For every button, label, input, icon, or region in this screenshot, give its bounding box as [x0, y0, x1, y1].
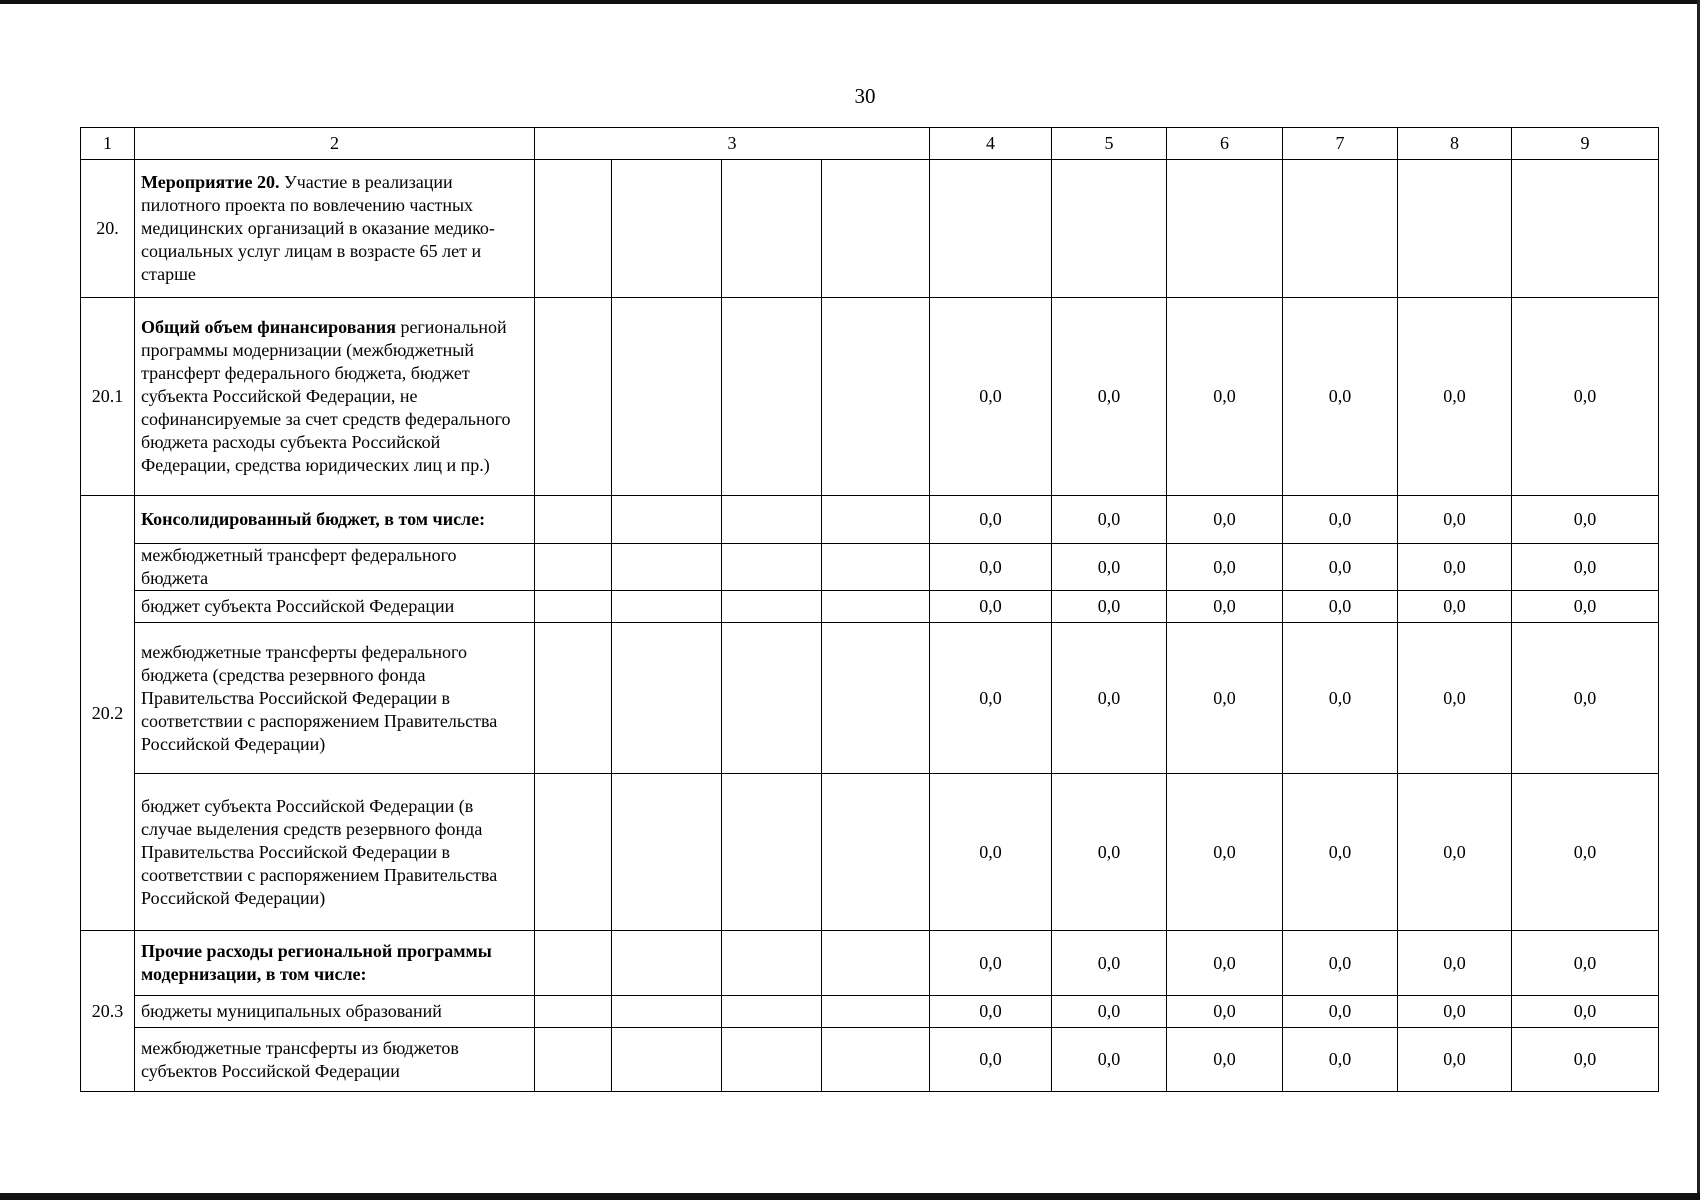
header-cell-5: 5: [1052, 128, 1167, 160]
blank-cell: [822, 623, 930, 774]
value-cell: 0,0: [1167, 1028, 1283, 1092]
value-cell: 0,0: [1052, 774, 1167, 931]
blank-cell: [612, 1028, 722, 1092]
table-row: [81, 931, 1659, 996]
blank-cell: [535, 298, 612, 496]
value-cell: 0,0: [930, 931, 1052, 996]
value-cell: 0,0: [1052, 931, 1167, 996]
blank-cell: [535, 591, 612, 623]
value-cell: 0,0: [1512, 298, 1659, 496]
row-description-bold: Мероприятие 20.: [141, 172, 280, 192]
header-cell-4: 4: [930, 128, 1052, 160]
value-cell: 0,0: [1167, 591, 1283, 623]
blank-cell: [535, 996, 612, 1028]
value-cell: 0,0: [1283, 774, 1398, 931]
value-cell: 0,0: [1283, 496, 1398, 544]
table-row: [81, 1028, 1659, 1092]
value-cell: 0,0: [1283, 1028, 1398, 1092]
blank-cell: [535, 774, 612, 931]
row-description: бюджет субъекта Российской Федерации: [135, 591, 535, 623]
blank-cell: [535, 160, 612, 298]
header-cell-6: 6: [1167, 128, 1283, 160]
blank-cell: [535, 496, 612, 544]
header-cell-3: 3: [535, 128, 930, 160]
value-cell: 0,0: [930, 996, 1052, 1028]
blank-cell: [1167, 160, 1283, 298]
blank-cell: [822, 544, 930, 591]
blank-cell: [1398, 160, 1512, 298]
blank-cell: [822, 298, 930, 496]
blank-cell: [1283, 160, 1398, 298]
table-row: [81, 298, 1659, 496]
value-cell: 0,0: [930, 591, 1052, 623]
row-description: бюджет субъекта Российской Федерации (в случае выделения средств резервного фонда Правительства Российской Федерации в соответствии с распоряжением Правительства Российской Федерации): [135, 774, 535, 931]
value-cell: 0,0: [1052, 591, 1167, 623]
value-cell: 0,0: [1398, 996, 1512, 1028]
value-cell: 0,0: [1052, 1028, 1167, 1092]
row-description: [135, 496, 535, 544]
table-row: [81, 996, 1659, 1028]
value-cell: 0,0: [1167, 996, 1283, 1028]
blank-cell: [1052, 160, 1167, 298]
blank-cell: [612, 496, 722, 544]
value-cell: 0,0: [930, 544, 1052, 591]
row-description-bold: Общий объем финансирования: [141, 317, 396, 337]
row-description-text: Участие в реализации пилотного проекта по вовлечению частных медицинских организаций в оказание медико-социальных услуг лицам в возрасте 65 лет и старше: [141, 172, 495, 284]
header-cell-2: 2: [135, 128, 535, 160]
blank-cell: [822, 931, 930, 996]
blank-cell: [535, 1028, 612, 1092]
value-cell: 0,0: [1167, 298, 1283, 496]
blank-cell: [535, 544, 612, 591]
value-cell: 0,0: [1398, 623, 1512, 774]
financing-table: [80, 127, 1659, 1092]
value-cell: 0,0: [1512, 774, 1659, 931]
row-description-bold: Прочие расходы региональной программы модернизации, в том числе:: [141, 941, 492, 984]
scan-edge-top: [0, 0, 1700, 4]
value-cell: 0,0: [1398, 931, 1512, 996]
value-cell: 0,0: [1398, 544, 1512, 591]
value-cell: 0,0: [930, 1028, 1052, 1092]
blank-cell: [612, 774, 722, 931]
header-cell-9: 9: [1512, 128, 1659, 160]
row-description: межбюджетный трансферт федерального бюджета: [135, 544, 535, 591]
value-cell: 0,0: [1283, 544, 1398, 591]
row-description: межбюджетные трансферты федерального бюджета (средства резервного фонда Правительства Российской Федерации в соответствии с распоряжением Правительства Российской Федерации): [135, 623, 535, 774]
blank-cell: [822, 496, 930, 544]
row-number: 20.: [81, 160, 135, 298]
table-row: [81, 496, 1659, 544]
table-row: [81, 774, 1659, 931]
value-cell: 0,0: [1167, 544, 1283, 591]
blank-cell: [822, 160, 930, 298]
blank-cell: [535, 931, 612, 996]
blank-cell: [722, 996, 822, 1028]
blank-cell: [722, 298, 822, 496]
blank-cell: [822, 774, 930, 931]
value-cell: 0,0: [1398, 298, 1512, 496]
table-row: [81, 623, 1659, 774]
value-cell: 0,0: [1167, 623, 1283, 774]
blank-cell: [612, 996, 722, 1028]
row-description: [135, 931, 535, 996]
blank-cell: [612, 298, 722, 496]
value-cell: 0,0: [1283, 623, 1398, 774]
value-cell: 0,0: [1052, 544, 1167, 591]
row-description-bold: Консолидированный бюджет, в том числе:: [141, 509, 486, 529]
blank-cell: [722, 931, 822, 996]
value-cell: 0,0: [1167, 774, 1283, 931]
value-cell: 0,0: [1052, 623, 1167, 774]
header-cell-8: 8: [1398, 128, 1512, 160]
value-cell: 0,0: [1052, 496, 1167, 544]
page-number: 30: [854, 84, 876, 108]
value-cell: 0,0: [930, 298, 1052, 496]
table-row: [81, 544, 1659, 591]
value-cell: 0,0: [1283, 591, 1398, 623]
value-cell: 0,0: [1512, 623, 1659, 774]
table-row: [81, 591, 1659, 623]
value-cell: 0,0: [1283, 298, 1398, 496]
blank-cell: [722, 623, 822, 774]
value-cell: 0,0: [1398, 1028, 1512, 1092]
value-cell: 0,0: [930, 496, 1052, 544]
value-cell: 0,0: [1512, 544, 1659, 591]
row-description: межбюджетные трансферты из бюджетов субъектов Российской Федерации: [135, 1028, 535, 1092]
row-description: [135, 298, 535, 496]
row-description: [135, 160, 535, 298]
blank-cell: [822, 591, 930, 623]
blank-cell: [612, 623, 722, 774]
value-cell: 0,0: [930, 774, 1052, 931]
blank-cell: [722, 496, 822, 544]
value-cell: 0,0: [1512, 1028, 1659, 1092]
blank-cell: [612, 544, 722, 591]
header-cell-1: 1: [81, 128, 135, 160]
value-cell: 0,0: [1052, 298, 1167, 496]
blank-cell: [722, 544, 822, 591]
row-number: 20.1: [81, 298, 135, 496]
value-cell: 0,0: [1398, 591, 1512, 623]
row-description: бюджеты муниципальных образований: [135, 996, 535, 1028]
blank-cell: [822, 996, 930, 1028]
value-cell: 0,0: [1512, 591, 1659, 623]
value-cell: 0,0: [1052, 996, 1167, 1028]
value-cell: 0,0: [1512, 996, 1659, 1028]
value-cell: 0,0: [930, 623, 1052, 774]
row-description-text: региональной программы модернизации (межбюджетный трансферт федерального бюджета, бюджет субъекта Российской Федерации, не софинансируемые за счет средств федерального бюджета расходы субъекта Российской Федерации, средства юридических лиц и пр.): [141, 317, 511, 475]
blank-cell: [722, 1028, 822, 1092]
value-cell: 0,0: [1167, 931, 1283, 996]
row-number: 20.2: [81, 496, 135, 931]
value-cell: 0,0: [1398, 774, 1512, 931]
scan-edge-bottom: [0, 1193, 1700, 1200]
blank-cell: [1512, 160, 1659, 298]
value-cell: 0,0: [1283, 996, 1398, 1028]
blank-cell: [930, 160, 1052, 298]
value-cell: 0,0: [1512, 931, 1659, 996]
value-cell: 0,0: [1283, 931, 1398, 996]
blank-cell: [612, 160, 722, 298]
blank-cell: [822, 1028, 930, 1092]
blank-cell: [722, 774, 822, 931]
value-cell: 0,0: [1512, 496, 1659, 544]
row-number: 20.3: [81, 931, 135, 1092]
table-row: [81, 160, 1659, 298]
value-cell: 0,0: [1398, 496, 1512, 544]
value-cell: 0,0: [1167, 496, 1283, 544]
header-cell-7: 7: [1283, 128, 1398, 160]
blank-cell: [535, 623, 612, 774]
blank-cell: [612, 931, 722, 996]
blank-cell: [612, 591, 722, 623]
blank-cell: [722, 160, 822, 298]
blank-cell: [722, 591, 822, 623]
header-row: [81, 128, 1659, 160]
